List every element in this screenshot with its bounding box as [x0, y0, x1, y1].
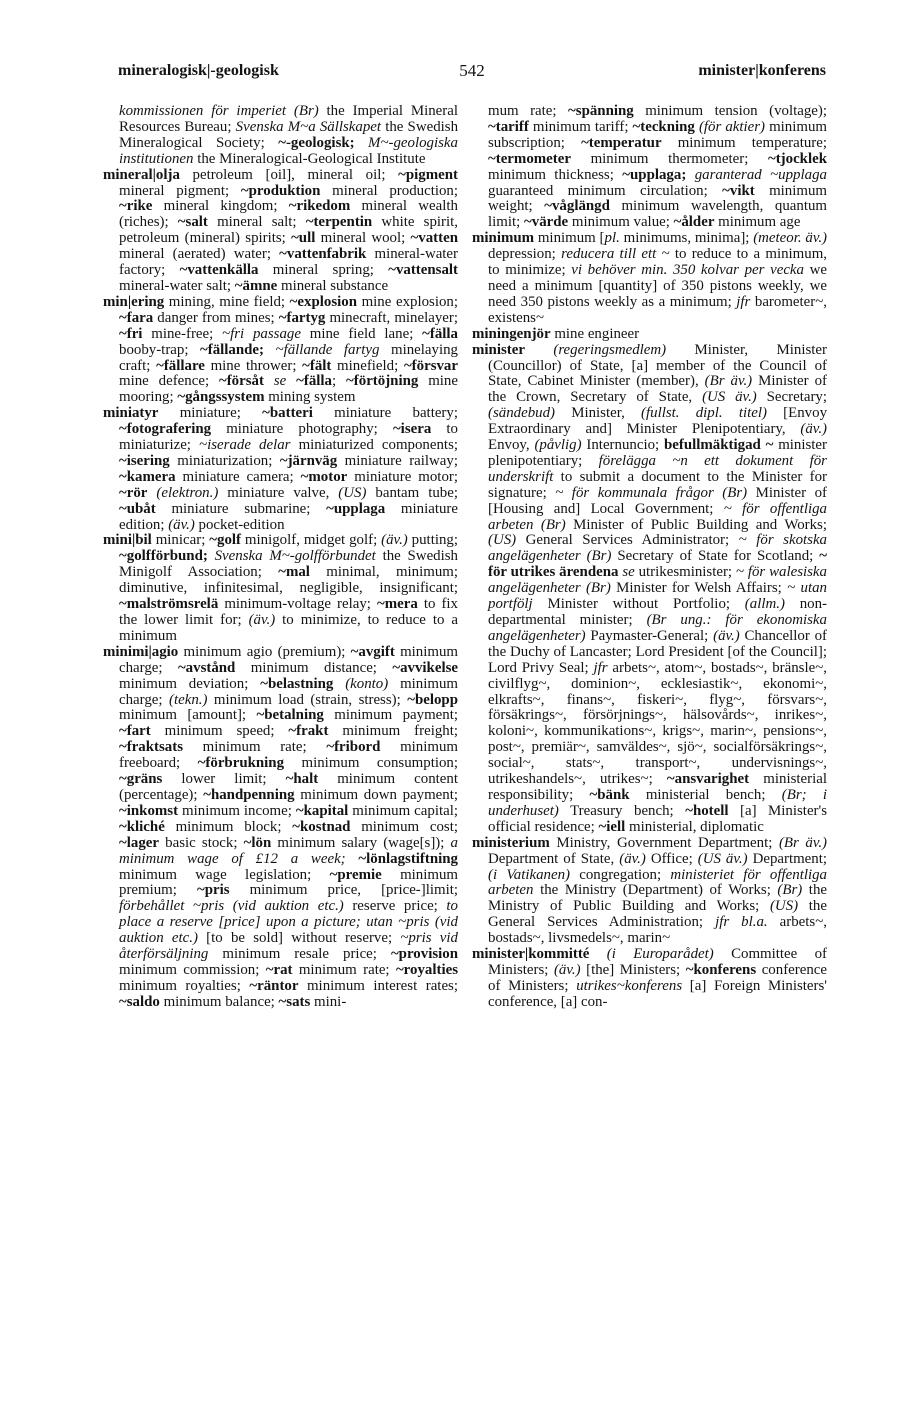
dictionary-entry: minister (regeringsmedlem) Minister, Minister (Councillor) of State, [a] member of the Council of State, Cabinet Minister (member), (Br äv.) Minister of the Crown, Secretary of State, (US äv.) Secretary; (sändebud) Minister, (fullst. dipl. titel) [Envoy Extraordinary and] Minister Plenipotentiary, (äv.) Envoy, (påvlig) Internuncio; befullmäktigad ~ minister plenipotentiary; förelägga ~n ett dokument för underskrift to submit a document to the Minister for signature; ~ för kommunala frågor (Br) Minister of [Housing and] Local Government; ~ för offentliga arbeten (Br) Minister of Public Building and Works; (US) General Services Administrator; ~ för skotska angelägenheter (Br) Secretary of State for Scotland; ~ för utrikes ärendena se utrikesminister; ~ för walesiska angelägenheter (Br) Minister for Welsh Affairs; ~ utan portfölj Minister without Portfolio; (allm.) non-departmental minister; (Br ung.: för ekonomiska angelägenheter) Paymaster-General; (äv.) Chancellor of the Duchy of Lancaster; Lord President [of the Council]; Lord Privy Seal; jfr arbets~, atom~, bostads~, bränsle~, civilflyg~, dominion~, ecklesiastik~, ekonomi~, elkrafts~, finans~, fiskeri~, flyg~, försvars~, försäkrings~, försörjnings~, hälsovårds~, inrikes~, koloni~, kommunikations~, krigs~, marin~, pensions~, post~, premiär~, samväldes~, sjö~, socialförsäkrings~, social~, stats~, transport~, undervisnings~, utrikeshandels~, utrikes~; ~ansvarighet ministerial responsibility; ~bänk ministerial bench; (Br; i underhuset) Treasury bench; ~hotell [a] Minister's official residence; ~iell ministerial, diplomatic: [472, 341, 828, 835]
page-number: 542: [459, 61, 485, 80]
dictionary-entry: min|ering mining, mine field; ~explosion mine explosion; ~fara danger from mines; ~fartyg minecraft, minelayer; ~fri mine-free; ~fri passage mine field lane; ~fälla booby-trap; ~fällande; ~fällande fartyg minelaying craft; ~fällare mine thrower; ~fält minefield; ~försvar mine defence; ~försåt se ~fälla; ~förtöjning mine mooring; ~gångssystem mining system: [103, 293, 459, 406]
dictionary-entry: mum rate; ~spänning minimum tension (voltage); ~tariff minimum tariff; ~teckning (för aktier) minimum subscription; ~temperatur minimum temperature; ~termometer minimum thermometer; ~tjocklek minimum thickness; ~upplaga; garanterad ~upplaga guaranteed minimum circulation; ~vikt minimum weight; ~våglängd minimum wavelength, quantum limit; ~värde minimum value; ~ålder minimum age: [488, 103, 827, 231]
dictionary-entry: miniatyr miniature; ~batteri miniature battery; ~fotografering miniature photography; ~isera to miniaturize; ~iserade delar miniaturized components; ~isering miniaturization; ~järnväg miniature railway; ~kamera miniature camera; ~motor miniature motor; ~rör (elektron.) miniature valve, (US) bantam tube; ~ubåt miniature submarine; ~upplaga miniature edition; (äv.) pocket-edition: [103, 405, 459, 533]
dictionary-entry: minister|kommitté (i Europarådet) Committee of Ministers; (äv.) [the] Ministers; ~konferens conference of Ministers; utrikes~konferens [a] Foreign Ministers' conference, [a] con-: [472, 946, 827, 1010]
dictionary-entry: minimi|agio minimum agio (premium); ~avgift minimum charge; ~avstånd minimum distance; ~avvikelse minimum deviation; ~belastning (konto) minimum charge; (tekn.) minimum load (strain, stress); ~belopp minimum [amount]; ~betalning minimum payment; ~fart minimum speed; ~frakt minimum freight; ~fraktsats minimum rate; ~fribord minimum freeboard; ~förbrukning minimum consumption; ~gräns lower limit; ~halt minimum content (percentage); ~handpenning minimum down payment; ~inkomst minimum income; ~kapital minimum capital; ~kliché minimum block; ~kostnad minimum cost; ~lager basic stock; ~lön minimum salary (wage[s]); a minimum wage of £12 a week; ~lönlagstiftning minimum wage legislation; ~premie minimum premium; ~pris minimum price, [price-]limit; förbehållet ~pris (vid auktion etc.) reserve price; to place a reserve [price] upon a picture; utan ~pris (vid auktion etc.) [to be sold] without reserve; ~pris vid återförsäljning minimum resale price; ~provision minimum commission; ~rat minimum rate; ~royalties minimum royalties; ~räntor minimum interest rates; ~saldo minimum balance; ~sats mini-: [103, 643, 459, 1010]
dictionary-entry: kommissionen för imperiet (Br) the Imperial Mineral Resources Bureau; Svenska M~a Sällskapet the Swedish Mineralogical Society; ~-geologisk; M~-geologiska institutionen the Mineralogical-Geological Institute: [119, 103, 459, 167]
dictionary-entry: ministerium Ministry, Government Department; (Br äv.) Department of State, (äv.) Office; (US äv.) Department; (i Vatikanen) congregation; ministeriet för offentliga arbeten the Ministry (Department) of Works; (Br) the Ministry of Public Building and Works; (US) the General Services Administration; jfr bl.a. arbets~, bostads~, livsmedels~, marin~: [472, 834, 828, 947]
page-header: [118, 62, 826, 88]
dictionary-entry: mini|bil minicar; ~golf minigolf, midget golf; (äv.) putting; ~golfförbund; Svenska M~-golfförbundet the Swedish Minigolf Association; ~mal minimal, minimum; diminutive, infinitesimal, negligible, insignificant; ~malströmsrelä minimum-voltage relay; ~mera to fix the lower limit for; (äv.) to minimize, to reduce to a minimum: [103, 532, 458, 644]
left-column: [103, 104, 458, 1011]
dictionary-entry: miningenjör mine engineer: [472, 325, 640, 342]
header-right-guideword: minister|konferens: [698, 62, 826, 79]
right-column: [472, 104, 827, 1011]
header-left-guideword: mineralogisk|-geologisk: [118, 62, 279, 79]
dictionary-entry: mineral|olja petroleum [oil], mineral oil; ~pigment mineral pigment; ~produktion mineral production; ~rike mineral kingdom; ~rikedom mineral wealth (riches); ~salt mineral salt; ~terpentin white spirit, petroleum (mineral) spirits; ~ull mineral wool; ~vatten mineral (aerated) water; ~vattenfabrik mineral-water factory; ~vattenkälla mineral spring; ~vattensalt mineral-water salt; ~ämne mineral substance: [103, 166, 459, 294]
dictionary-entry: minimum minimum [pl. minimums, minima]; (meteor. äv.) depression; reducera till ett ~ to reduce to a minimum, to minimize; vi behöver min. 350 kolvar per vecka we need a minimum [quantity] of 350 pistons weekly, we need 350 pistons weekly as a minimum; jfr barometer~, existens~: [472, 230, 828, 326]
